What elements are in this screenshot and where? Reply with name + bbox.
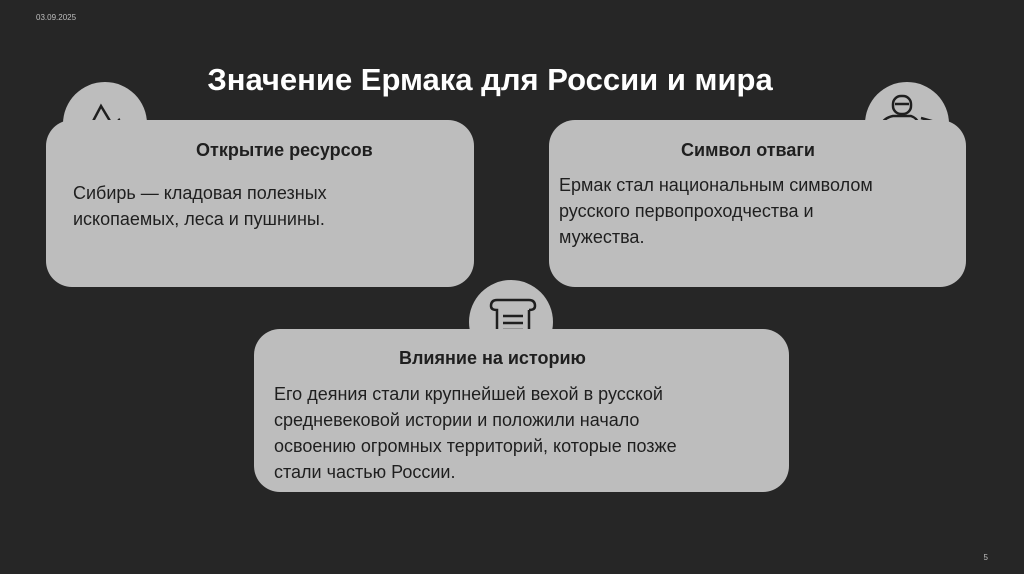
card-courage [549, 120, 966, 287]
card-line: русского первопроходчества и [559, 201, 814, 221]
card-line: Ермак стал национальным символом [559, 175, 873, 195]
slide-date: 03.09.2025 [36, 13, 77, 22]
slide-title: Значение Ермака для России и мира [207, 62, 773, 97]
card-title: Символ отваги [681, 140, 815, 160]
card-title: Открытие ресурсов [196, 140, 373, 160]
card-line: Его деяния стали крупнейшей вехой в русской [274, 384, 663, 404]
page-number: 5 [983, 553, 988, 562]
card-text [559, 172, 873, 250]
card-history [254, 329, 789, 492]
card-resources [46, 120, 474, 287]
card-text [73, 180, 327, 232]
card-line: освоению огромных территорий, которые позже [274, 436, 677, 456]
card-line: мужества. [559, 227, 645, 247]
card-line: ископаемых, леса и пушнины. [73, 209, 325, 229]
card-title: Влияние на историю [399, 348, 586, 368]
card-line: средневековой истории и положили начало [274, 410, 640, 430]
card-line: Сибирь — кладовая полезных [73, 183, 327, 203]
card-line: стали частью России. [274, 462, 456, 482]
card-text [274, 381, 677, 485]
